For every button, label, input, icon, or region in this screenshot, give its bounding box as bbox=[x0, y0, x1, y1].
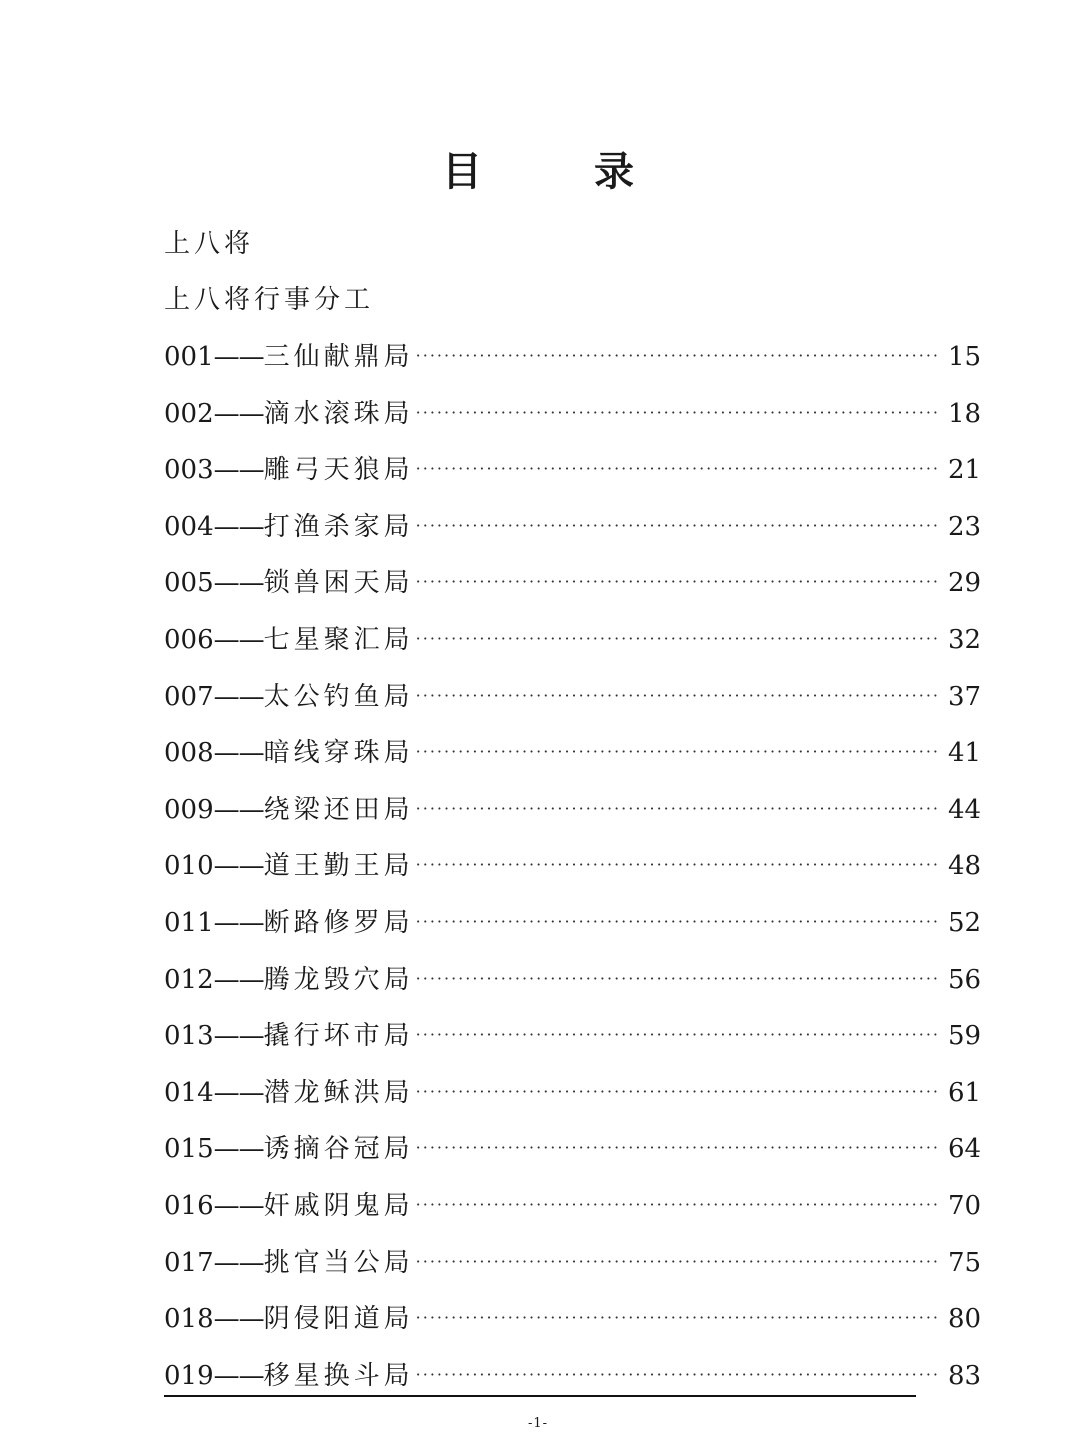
toc-entry[interactable] bbox=[164, 563, 982, 620]
dot-leader: ·········································································· bbox=[415, 1364, 941, 1384]
page-title: 目 录 bbox=[442, 148, 670, 195]
dot-leader: ·········································································· bbox=[415, 346, 941, 365]
toc-entry[interactable] bbox=[164, 903, 982, 960]
entry-dash: —— bbox=[213, 1190, 264, 1221]
entry-number: 016 bbox=[164, 1190, 214, 1221]
dot-leader: ·········································································· bbox=[415, 742, 941, 762]
entry-dash: —— bbox=[213, 794, 264, 825]
entry-dash: —— bbox=[213, 511, 264, 542]
toc-entry[interactable] bbox=[164, 1243, 982, 1300]
entry-number: 013 bbox=[164, 1021, 214, 1052]
entry-page-number: 75 bbox=[948, 1247, 982, 1278]
entry-page-number: 18 bbox=[948, 398, 982, 429]
entry-title: 阴侵阳道局 bbox=[263, 1304, 414, 1335]
entry-page-number: 59 bbox=[948, 1021, 982, 1052]
entry-title: 滴水滚珠局 bbox=[263, 398, 414, 429]
dot-leader: ·········································································· bbox=[415, 685, 941, 705]
toc-entry[interactable] bbox=[164, 507, 982, 564]
entry-page-number: 70 bbox=[948, 1190, 982, 1221]
entry-page-number: 23 bbox=[948, 511, 982, 542]
entry-title: 七星聚汇局 bbox=[263, 624, 414, 655]
entry-number: 019 bbox=[164, 1360, 214, 1391]
entry-title: 道王勤王局 bbox=[263, 851, 414, 882]
entry-dash: —— bbox=[213, 1021, 264, 1052]
section-heading-division-of-duties: 上八将行事分工 bbox=[164, 285, 375, 315]
entry-title: 打渔杀家局 bbox=[263, 511, 414, 542]
entry-dash: —— bbox=[213, 851, 264, 882]
toc-entry[interactable] bbox=[164, 1073, 982, 1130]
toc-entry[interactable] bbox=[164, 450, 982, 507]
entry-dash: —— bbox=[213, 455, 264, 486]
entry-dash: —— bbox=[213, 681, 264, 712]
dot-leader: ·········································································· bbox=[415, 572, 941, 592]
entry-page-number: 21 bbox=[948, 455, 982, 486]
entry-number: 012 bbox=[164, 964, 214, 995]
entry-dash: —— bbox=[213, 1247, 264, 1278]
entry-page-number: 80 bbox=[948, 1304, 982, 1335]
toc-list bbox=[164, 337, 982, 1412]
entry-title: 断路修罗局 bbox=[263, 907, 414, 938]
toc-entry[interactable] bbox=[164, 1299, 982, 1356]
entry-page-number: 56 bbox=[948, 964, 982, 995]
toc-entry[interactable] bbox=[164, 1129, 982, 1186]
entry-number: 001 bbox=[164, 342, 214, 372]
entry-page-number: 61 bbox=[948, 1077, 982, 1108]
entry-number: 015 bbox=[164, 1134, 214, 1165]
entry-dash: —— bbox=[213, 568, 264, 599]
entry-page-number: 52 bbox=[948, 907, 982, 938]
entry-number: 017 bbox=[164, 1247, 214, 1278]
entry-title: 撬行坏市局 bbox=[263, 1021, 414, 1052]
dot-leader: ·········································································· bbox=[415, 1081, 941, 1101]
entry-page-number: 15 bbox=[948, 342, 982, 372]
entry-dash: —— bbox=[213, 738, 264, 769]
entry-number: 018 bbox=[164, 1304, 214, 1335]
entry-dash: —— bbox=[213, 1304, 264, 1335]
dot-leader: ·········································································· bbox=[415, 1138, 941, 1158]
dot-leader: ·········································································· bbox=[415, 798, 941, 818]
footer-divider bbox=[164, 1395, 916, 1397]
entry-dash: —— bbox=[213, 964, 264, 995]
entry-page-number: 29 bbox=[948, 568, 982, 599]
toc-entry[interactable] bbox=[164, 677, 982, 734]
entry-page-number: 37 bbox=[948, 681, 982, 712]
entry-title: 锁兽困天局 bbox=[263, 568, 414, 599]
section-heading-shangbajiang: 上八将 bbox=[164, 229, 255, 259]
entry-dash: —— bbox=[213, 342, 264, 372]
entry-number: 006 bbox=[164, 624, 214, 655]
entry-number: 004 bbox=[164, 511, 214, 542]
entry-number: 010 bbox=[164, 851, 214, 882]
entry-page-number: 48 bbox=[948, 851, 982, 882]
entry-number: 005 bbox=[164, 568, 214, 599]
dot-leader: ·········································································· bbox=[415, 968, 941, 988]
dot-leader: ·········································································· bbox=[415, 628, 941, 648]
entry-title: 挑官当公局 bbox=[263, 1247, 414, 1278]
entry-page-number: 32 bbox=[948, 624, 982, 655]
dot-leader: ·········································································· bbox=[415, 1194, 941, 1214]
dot-leader: ·········································································· bbox=[415, 855, 941, 875]
toc-entry[interactable] bbox=[164, 960, 982, 1017]
entry-title: 奸戚阴鬼局 bbox=[263, 1190, 414, 1221]
entry-page-number: 41 bbox=[948, 738, 982, 769]
entry-number: 009 bbox=[164, 794, 214, 825]
toc-entry[interactable] bbox=[164, 620, 982, 677]
entry-title: 诱摘谷冠局 bbox=[263, 1134, 414, 1165]
entry-title: 潜龙稣洪局 bbox=[263, 1077, 414, 1108]
toc-entry[interactable] bbox=[164, 1016, 982, 1073]
dot-leader: ·········································································· bbox=[415, 515, 941, 535]
entry-title: 暗线穿珠局 bbox=[263, 738, 414, 769]
dot-leader: ·········································································· bbox=[415, 459, 941, 479]
entry-number: 003 bbox=[164, 455, 214, 486]
entry-dash: —— bbox=[213, 1077, 264, 1108]
entry-dash: —— bbox=[213, 1360, 264, 1391]
dot-leader: ·········································································· bbox=[415, 1308, 941, 1328]
toc-entry[interactable] bbox=[164, 1356, 982, 1413]
entry-title: 太公钓鱼局 bbox=[263, 681, 414, 712]
entry-title: 三仙献鼎局 bbox=[263, 342, 414, 372]
entry-number: 008 bbox=[164, 738, 214, 769]
entry-page-number: 44 bbox=[948, 794, 982, 825]
toc-entry[interactable] bbox=[164, 1186, 982, 1243]
toc-entry[interactable] bbox=[164, 394, 982, 451]
entry-page-number: 83 bbox=[948, 1360, 982, 1391]
dot-leader: ·········································································· bbox=[415, 402, 941, 422]
entry-dash: —— bbox=[213, 624, 264, 655]
entry-number: 007 bbox=[164, 681, 214, 712]
entry-title: 移星换斗局 bbox=[263, 1360, 414, 1391]
entry-number: 002 bbox=[164, 398, 214, 429]
entry-dash: —— bbox=[213, 1134, 264, 1165]
entry-dash: —— bbox=[213, 398, 264, 429]
toc-entry[interactable] bbox=[164, 846, 982, 903]
toc-entry[interactable] bbox=[164, 337, 982, 394]
entry-number: 014 bbox=[164, 1077, 214, 1108]
dot-leader: ·········································································· bbox=[415, 911, 941, 931]
entry-page-number: 64 bbox=[948, 1134, 982, 1165]
entry-dash: —— bbox=[213, 907, 264, 938]
dot-leader: ·········································································· bbox=[415, 1251, 941, 1271]
entry-title: 雕弓天狼局 bbox=[263, 455, 414, 486]
page-number: -1- bbox=[527, 1416, 549, 1431]
dot-leader: ·········································································· bbox=[415, 1025, 941, 1045]
toc-entry[interactable] bbox=[164, 733, 982, 790]
toc-entry[interactable] bbox=[164, 790, 982, 847]
entry-title: 腾龙毁穴局 bbox=[263, 964, 414, 995]
entry-number: 011 bbox=[164, 907, 214, 938]
entry-title: 绕梁还田局 bbox=[263, 794, 414, 825]
